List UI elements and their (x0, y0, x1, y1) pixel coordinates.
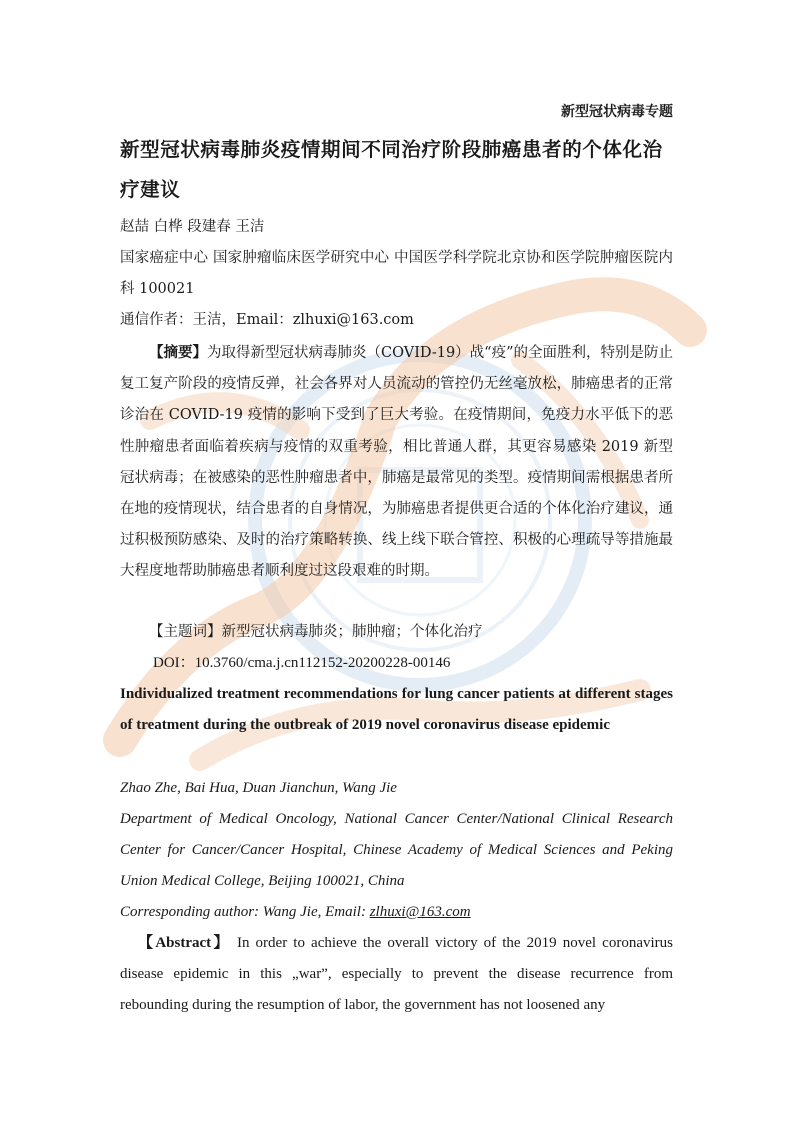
keywords-cn-label: 【主题词】 (149, 624, 222, 640)
abstract-en-label: 【Abstract】 (138, 935, 231, 951)
authors-cn: 赵喆 白桦 段建春 王洁 (120, 219, 265, 235)
section-tag: 新型冠状病毒专题 (561, 104, 673, 120)
keywords-cn (120, 617, 673, 648)
abstract-cn (120, 337, 673, 588)
affiliation-cn: 国家癌症中心 国家肿瘤临床医学研究中心 中国医学科学院北京协和医学院肿瘤医院内科 100021 (120, 250, 673, 298)
correspondence-cn: 通信作者：王洁，Email：zlhuxi@163.com (120, 312, 414, 328)
article-title-cn: 新型冠状病毒肺炎疫情期间不同治疗阶段肺癌患者的个体化治疗建议 (120, 138, 663, 201)
doi: DOI：10.3760/cma.j.cn112152-20200228-00146 (153, 655, 451, 671)
correspondence-en (120, 897, 673, 928)
abstract-en (120, 928, 673, 1022)
article-title-en: Individualized treatment recommendations for lung cancer patients at different stages of treatment during the outbreak of 2019 novel coronavirus disease epidemic (120, 686, 673, 734)
abstract-cn-label: 【摘要】 (149, 344, 207, 361)
correspondence-en-prefix: Corresponding author: Wang Jie, Email: (120, 904, 370, 920)
affiliation-en: Department of Medical Oncology, National Cancer Center/National Clinical Research Center for Cancer/Cancer Hospital, Chinese Academy of Medical Sciences and Peking Union Medical College, Beijing 100021, China (120, 811, 673, 890)
keywords-cn-text: 新型冠状病毒肺炎；肺肿瘤；个体化治疗 (221, 624, 483, 640)
abstract-cn-text: 为取得新型冠状病毒肺炎（COVID-19）战“疫”的全面胜利，特别是防止复工复产阶段的疫情反弹，社会各界对人员流动的管控仍无丝毫放松，肺癌患者的正常诊治在 COVID-19 疫情的影响下受到了巨大考验。在疫情期间，免疫力水平低下的恶性肿瘤患者面临着疾病与疫情的双重考验，相比普通人群，其更容易感染 2019 新型冠状病毒；在被感染的恶性肿瘤患者中，肺癌是最常见的类型。疫情期间需根据患者所在地的疫情现状，结合患者的自身情况，为肺癌患者提供更合适的个体化治疗建议，通过积极预防感染、及时的治疗策略转换、线上线下联合管控、积极的心理疏导等措施最大程度地帮助肺癌患者顺利度过这段艰难的时期。 (120, 345, 673, 580)
authors-en: Zhao Zhe, Bai Hua, Duan Jianchun, Wang Jie (120, 780, 397, 796)
email-link[interactable]: zlhuxi@163.com (369, 904, 471, 920)
abstract-en-text: In order to achieve the overall victory of the 2019 novel coronavirus disease epidemic in this „war”, especially to prevent the disease recurrence from rebounding during the resumption of labor, the government has not loosened any (120, 935, 673, 1014)
